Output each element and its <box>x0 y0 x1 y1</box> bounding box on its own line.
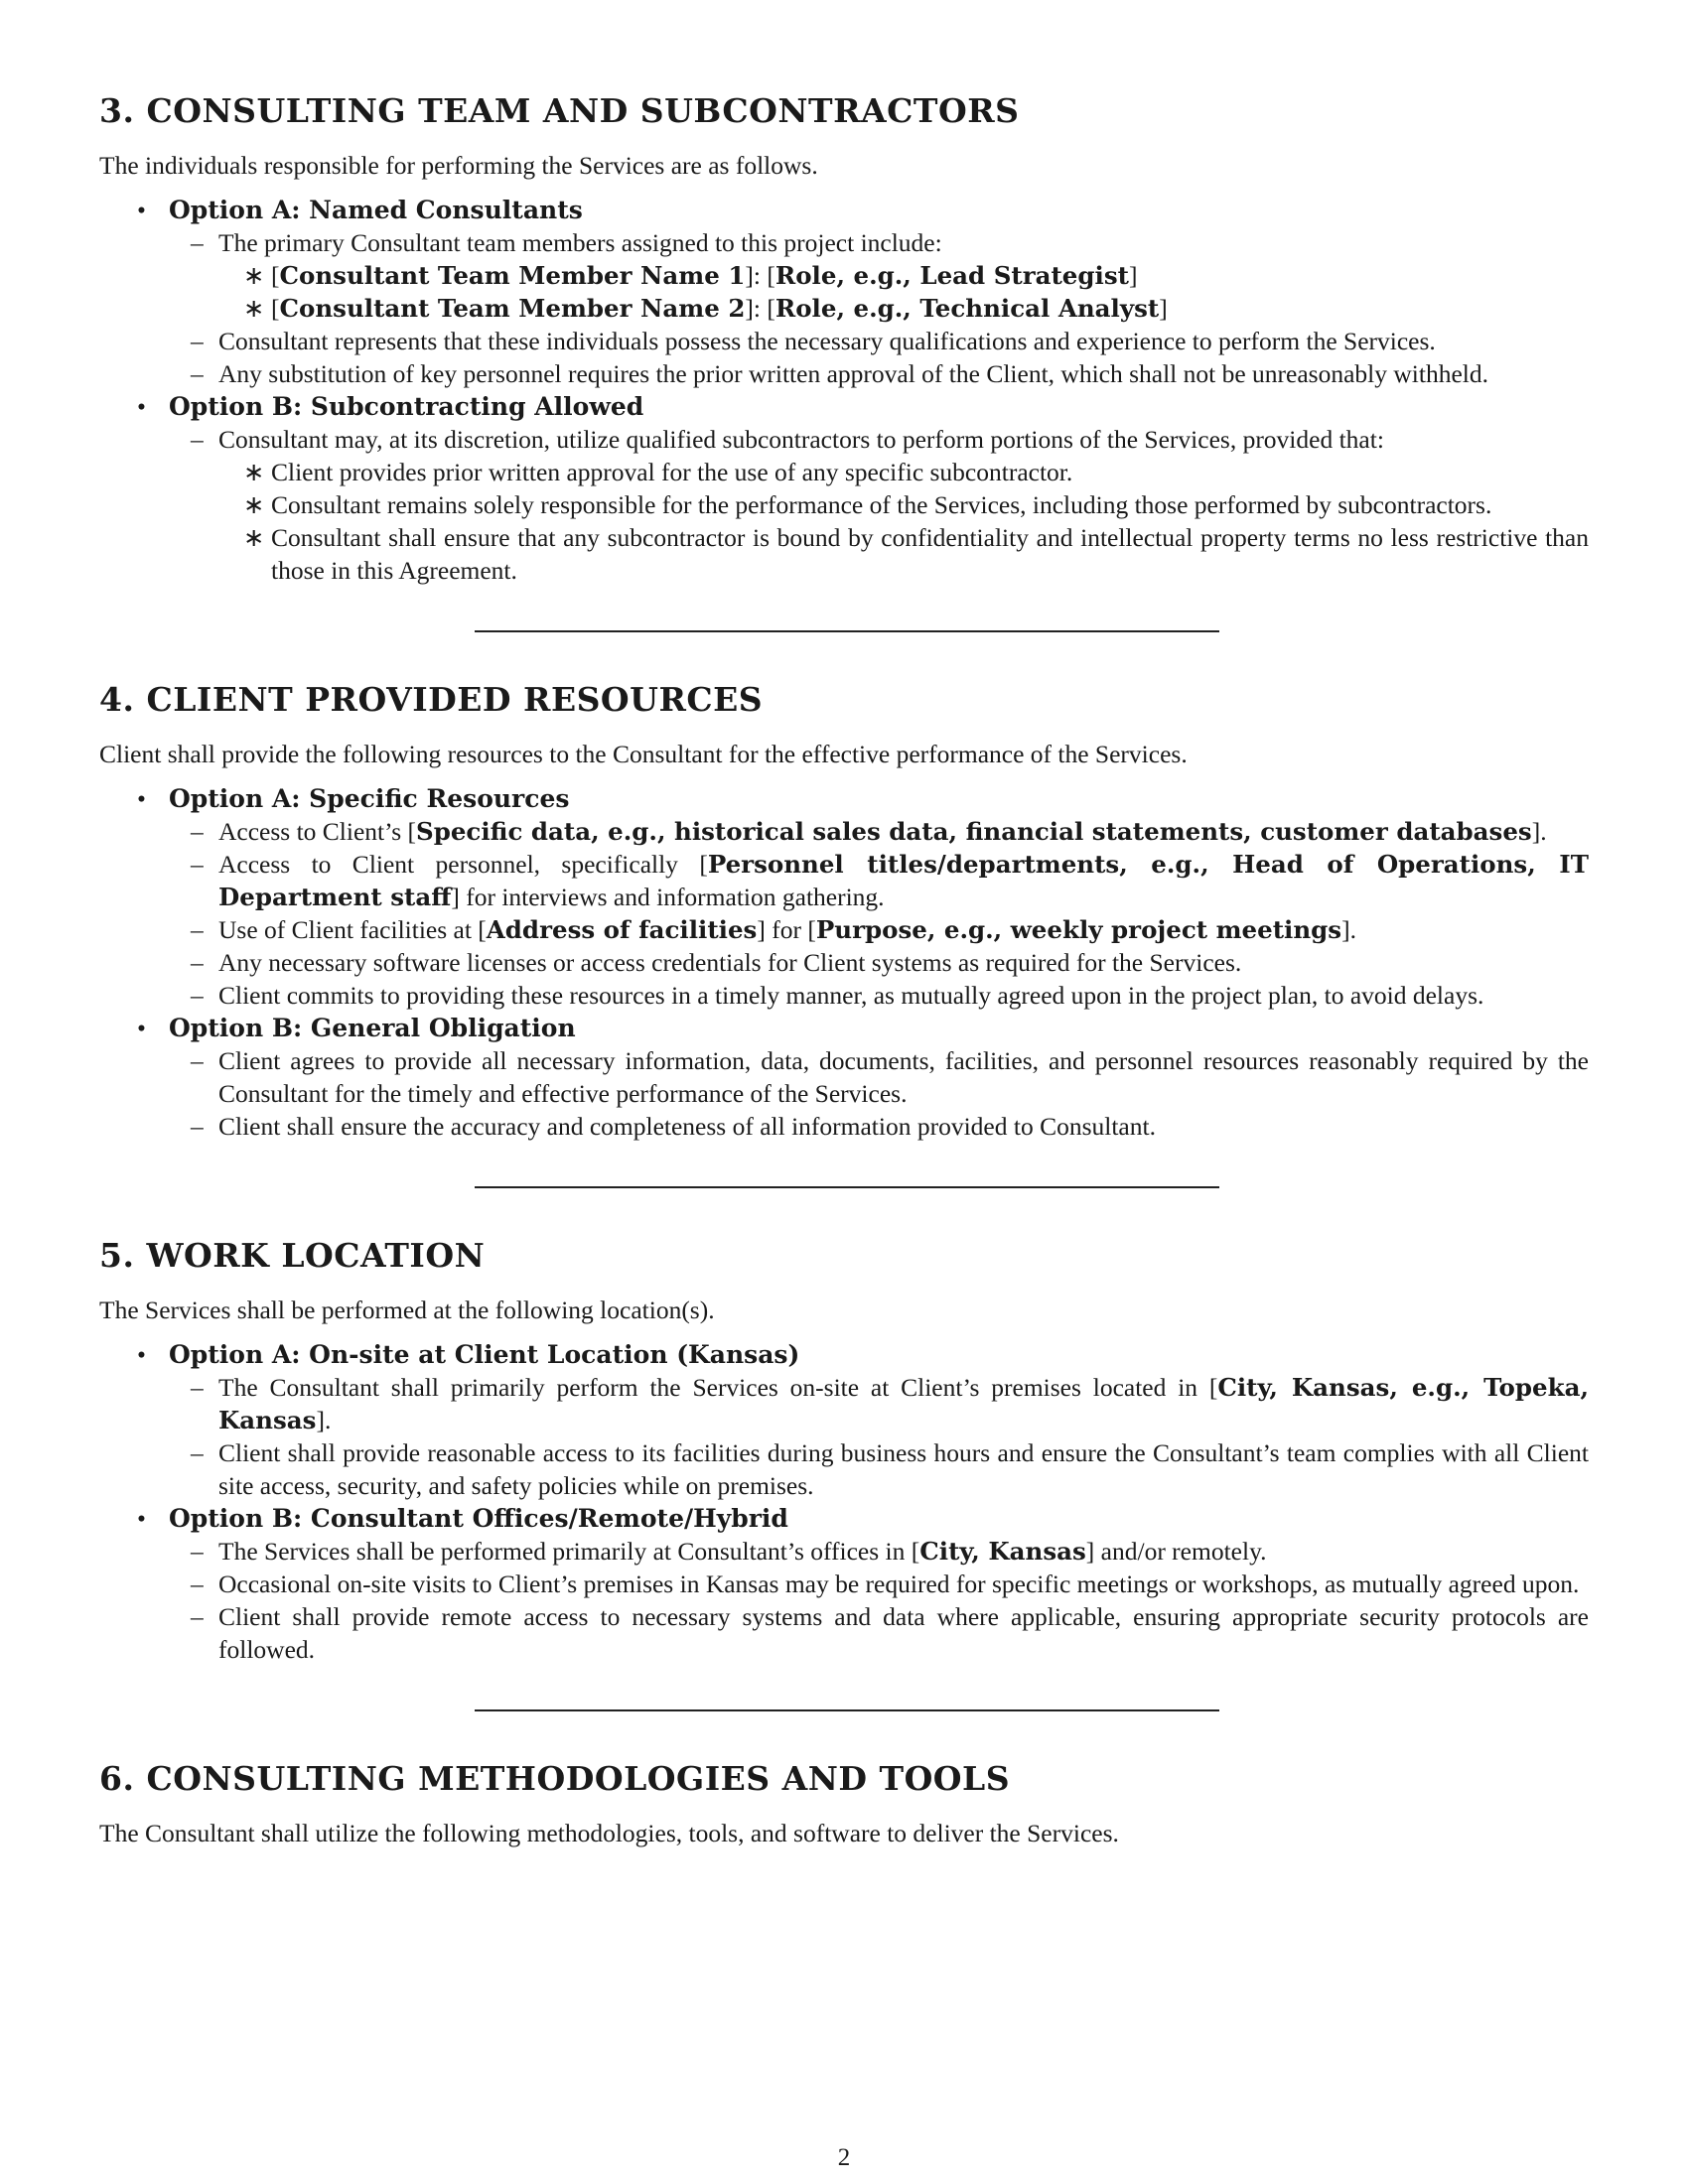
list-item <box>159 1371 1589 1436</box>
text-run: Consultant may, at its discretion, utilize qualified subcontractors to perform portions of the Services, provided that: <box>218 425 1384 454</box>
list-item <box>159 1535 1589 1568</box>
text-run: Use of Client facilities at [ <box>218 915 487 944</box>
asterisk-icon: ∗ <box>243 523 265 552</box>
bullet-icon: • <box>137 1340 146 1369</box>
asterisk-icon: ∗ <box>243 490 265 519</box>
text-run: ] for [ <box>757 915 816 944</box>
dash-icon: – <box>191 948 204 977</box>
list-item <box>159 848 1589 913</box>
section-divider <box>475 630 1219 632</box>
asterisk-icon: ∗ <box>243 261 265 290</box>
text-run: Client shall ensure the accuracy and completeness of all information provided to Consultant. <box>218 1112 1156 1141</box>
option-item <box>99 1502 1589 1666</box>
option-label: Option B: Subcontracting Allowed <box>169 392 644 421</box>
bullet-icon: • <box>137 196 146 224</box>
placeholder-field: Consultant Team Member Name 2 <box>279 294 746 323</box>
dash-icon: – <box>191 1438 204 1467</box>
option-label: Option A: Specific Resources <box>169 784 570 813</box>
dash-icon: – <box>191 1046 204 1075</box>
placeholder-field: Specific data, e.g., historical sales data, financial statements, customer databases <box>416 817 1532 846</box>
list-item <box>159 1044 1589 1110</box>
sub-list <box>159 1044 1589 1143</box>
placeholder-field: Role, e.g., Technical Analyst <box>774 294 1160 323</box>
sub-list-item <box>159 521 1589 587</box>
sub-list-item <box>159 488 1589 521</box>
option-item <box>99 1012 1589 1143</box>
dash-icon: – <box>191 1112 204 1141</box>
sub-list-item <box>159 456 1589 488</box>
text-run: Client agrees to provide all necessary information, data, documents, facilities, and personnel resources reasonably required by the Consultant for the timely and effective performance of the Services. <box>218 1046 1589 1108</box>
section-intro: Client shall provide the following resources to the Consultant for the effective performance of the Services. <box>99 740 1188 768</box>
bullet-icon: • <box>137 1504 146 1533</box>
option-item <box>99 390 1589 587</box>
dash-icon: – <box>191 1602 204 1631</box>
list-item <box>159 979 1589 1012</box>
text-run: Access to Client’s [ <box>218 817 417 846</box>
text-run: ]. <box>1341 915 1356 944</box>
text-run: Client commits to providing these resources in a timely manner, as mutually agreed upon in the project plan, to avoid delays. <box>218 981 1484 1010</box>
placeholder-field: Personnel titles/departments, e.g., Head of Operations, IT Department staff <box>218 850 1589 911</box>
list-item <box>159 226 1589 325</box>
section-intro: The Services shall be performed at the following location(s). <box>99 1296 715 1324</box>
sub-list <box>159 815 1589 1012</box>
list-item <box>159 357 1589 390</box>
text-run: Consultant represents that these individuals possess the necessary qualifications and experience to perform the Services. <box>218 327 1436 355</box>
section-heading: 4. CLIENT PROVIDED RESOURCES <box>99 680 764 719</box>
section-intro: The individuals responsible for performing the Services are as follows. <box>99 151 818 180</box>
list-item <box>159 423 1589 587</box>
text-run: Occasional on-site visits to Client’s premises in Kansas may be required for specific meetings or workshops, as mutually agreed upon. <box>218 1570 1580 1598</box>
list-item <box>159 1436 1589 1502</box>
option-label: Option B: Consultant Offices/Remote/Hybrid <box>169 1504 788 1533</box>
text-run: ] and/or remotely. <box>1085 1537 1267 1566</box>
section-heading: 5. WORK LOCATION <box>99 1236 486 1275</box>
option-list <box>99 194 1589 587</box>
section-intro: The Consultant shall utilize the following methodologies, tools, and software to deliver the Services. <box>99 1819 1119 1847</box>
sub-list-item <box>159 292 1589 325</box>
text-run: Client shall provide remote access to necessary systems and data where applicable, ensuring appropriate security protocols are followed. <box>218 1602 1589 1664</box>
placeholder-field: Role, e.g., Lead Strategist <box>774 261 1129 290</box>
dash-icon: – <box>191 1373 204 1402</box>
placeholder-field: City, Kansas, e.g., Topeka, Kansas <box>218 1373 1589 1434</box>
page-number: 2 <box>837 2144 851 2171</box>
bullet-icon: • <box>137 1014 146 1042</box>
sub-list <box>159 226 1589 390</box>
text-run: Access to Client personnel, specifically [ <box>218 850 708 879</box>
text-run: Any necessary software licenses or access credentials for Client systems as required for the Services. <box>218 948 1242 977</box>
text-run: ] for interviews and information gathering. <box>451 883 885 911</box>
text-run: Client provides prior written approval for the use of any specific subcontractor. <box>271 458 1073 486</box>
list-item <box>159 815 1589 848</box>
text-run: ] <box>1159 294 1168 323</box>
list-item <box>159 1568 1589 1600</box>
asterisk-icon: ∗ <box>243 294 265 323</box>
text-run: [ <box>271 261 280 290</box>
dash-icon: – <box>191 228 204 257</box>
option-label: Option B: General Obligation <box>169 1014 576 1042</box>
option-item <box>99 1338 1589 1502</box>
placeholder-field: City, Kansas <box>919 1537 1086 1566</box>
dash-icon: – <box>191 1537 204 1566</box>
text-run: [ <box>271 294 280 323</box>
list-item <box>159 325 1589 357</box>
option-list <box>99 1338 1589 1666</box>
dash-icon: – <box>191 915 204 944</box>
text-run: The Consultant shall primarily perform the Services on-site at Client’s premises located in [ <box>218 1373 1218 1402</box>
dash-icon: – <box>191 817 204 846</box>
option-item <box>99 782 1589 1012</box>
text-run: Consultant remains solely responsible for the performance of the Services, including those performed by subcontractors. <box>271 490 1492 519</box>
asterisk-icon: ∗ <box>243 458 265 486</box>
sub-list <box>159 1371 1589 1502</box>
dash-icon: – <box>191 359 204 388</box>
list-item <box>159 946 1589 979</box>
option-label: Option A: Named Consultants <box>169 196 583 224</box>
text-run: The Services shall be performed primarily at Consultant’s offices in [ <box>218 1537 920 1566</box>
text-run: ] <box>1128 261 1138 290</box>
list-item <box>159 1600 1589 1666</box>
list-item <box>159 1110 1589 1143</box>
placeholder-field: Purpose, e.g., weekly project meetings <box>815 915 1342 944</box>
text-run: ]: [ <box>745 294 775 323</box>
list-item <box>159 913 1589 946</box>
sub-list <box>159 1535 1589 1666</box>
sub-list-item <box>159 259 1589 292</box>
text-run: The primary Consultant team members assigned to this project include: <box>218 228 942 257</box>
option-list <box>99 782 1589 1143</box>
bullet-icon: • <box>137 392 146 421</box>
dash-icon: – <box>191 1570 204 1598</box>
sub-list <box>159 423 1589 587</box>
dash-icon: – <box>191 981 204 1010</box>
section-divider <box>475 1709 1219 1711</box>
text-run: Consultant shall ensure that any subcontractor is bound by confidentiality and intellectual property terms no less restrictive than those in this Agreement. <box>271 523 1589 585</box>
section-divider <box>475 1186 1219 1188</box>
text-run: Client shall provide reasonable access to its facilities during business hours and ensure the Consultant’s team complies with all Client site access, security, and safety policies while on premises. <box>218 1438 1589 1500</box>
text-run: ]: [ <box>745 261 775 290</box>
dash-icon: – <box>191 425 204 454</box>
bullet-icon: • <box>137 784 146 813</box>
text-run: ]. <box>1531 817 1547 846</box>
text-run: ]. <box>316 1406 332 1434</box>
section-heading: 3. CONSULTING TEAM AND SUBCONTRACTORS <box>99 91 1020 130</box>
placeholder-field: Address of facilities <box>486 915 758 944</box>
text-run: Any substitution of key personnel requires the prior written approval of the Client, which shall not be unreasonably withheld. <box>218 359 1488 388</box>
placeholder-field: Consultant Team Member Name 1 <box>279 261 746 290</box>
section-heading: 6. CONSULTING METHODOLOGIES AND TOOLS <box>99 1759 1011 1798</box>
dash-icon: – <box>191 327 204 355</box>
dash-icon: – <box>191 850 204 879</box>
document-page <box>99 91 1589 1861</box>
option-label: Option A: On-site at Client Location (Kansas) <box>169 1340 800 1369</box>
option-item <box>99 194 1589 390</box>
